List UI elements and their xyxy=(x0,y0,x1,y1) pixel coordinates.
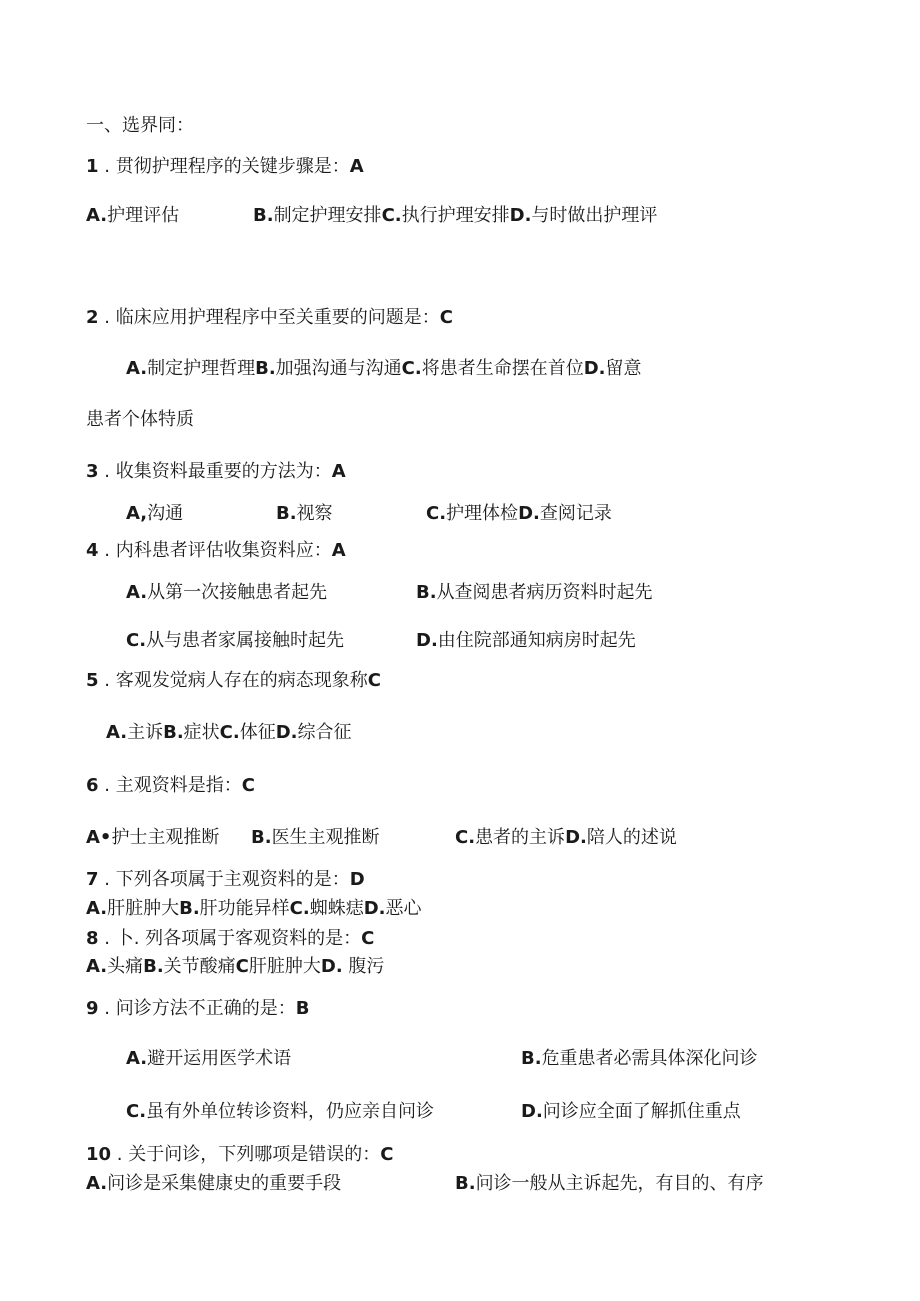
bold-marker: B. xyxy=(455,1173,476,1194)
text-segment: . 卜. 列各项属于客观资料的是： xyxy=(98,928,362,949)
option-line xyxy=(106,721,352,745)
option-line xyxy=(455,1172,764,1196)
text-segment: 护理体检 xyxy=(446,503,519,524)
text-segment: 蜘蛛痣 xyxy=(309,898,364,919)
option-line xyxy=(253,204,657,228)
bold-marker: B. xyxy=(143,956,164,977)
bold-marker: A. xyxy=(126,1048,148,1069)
option-line xyxy=(86,204,179,228)
bold-marker: C. xyxy=(289,898,310,919)
text-segment: 从查阅患者病历资料时起先 xyxy=(436,582,653,603)
text-segment: . 主观资料是指： xyxy=(98,775,242,796)
text-segment: 问诊是采集健康史的重要手段 xyxy=(107,1173,342,1194)
text-segment: 避开运用医学术语 xyxy=(147,1048,292,1069)
text-segment: 肝功能异样 xyxy=(199,898,290,919)
option-continuation xyxy=(86,408,194,432)
text-segment: . 下列各项属于主观资料的是： xyxy=(98,869,350,890)
question-4 xyxy=(86,539,346,563)
text-segment: . 内科患者评估收集资料应： xyxy=(98,540,332,561)
bold-marker: 8 xyxy=(86,928,99,949)
text-segment: 制定护理哲理 xyxy=(147,358,256,379)
text-segment: 肝脏肿大 xyxy=(107,898,180,919)
bold-marker: A, xyxy=(126,503,148,524)
text-segment: 关节酸痛 xyxy=(163,956,236,977)
bold-marker: 2 xyxy=(86,307,99,328)
text-segment: 问诊应全面了解抓住重点 xyxy=(542,1101,741,1122)
bold-marker: B. xyxy=(416,582,437,603)
text-segment: 制定护理安排 xyxy=(273,205,382,226)
option-line xyxy=(416,581,653,605)
text-segment: . 贯彻护理程序的关键步骤是： xyxy=(98,156,350,177)
bold-marker: C. xyxy=(126,1101,147,1122)
option-line xyxy=(126,502,183,526)
bold-marker: B. xyxy=(179,898,200,919)
option-line xyxy=(455,826,677,850)
bold-marker: D. xyxy=(521,1101,543,1122)
bold-marker: B xyxy=(295,998,310,1019)
text-segment: 主诉 xyxy=(127,722,164,743)
text-segment: 查阅记录 xyxy=(539,503,612,524)
text-segment: 沟通 xyxy=(147,503,184,524)
option-line xyxy=(416,629,636,653)
text-segment: 肝脏肿大 xyxy=(248,956,321,977)
text-segment: 与时做出护理评 xyxy=(531,205,658,226)
question-8 xyxy=(86,927,374,951)
bold-marker: C xyxy=(241,775,255,796)
question-10 xyxy=(86,1143,393,1167)
bold-marker: D. xyxy=(518,503,540,524)
section-heading: 一、选界同： xyxy=(86,115,194,136)
bold-marker: C xyxy=(361,928,375,949)
bold-marker: 4 xyxy=(86,540,99,561)
bold-marker: A xyxy=(331,540,346,561)
bold-marker: B. xyxy=(253,205,274,226)
bold-marker: A• xyxy=(86,827,112,848)
bold-marker: A. xyxy=(86,898,108,919)
text-segment: 危重患者必需具体深化问诊 xyxy=(541,1048,758,1069)
bold-marker: C. xyxy=(401,358,422,379)
text-segment: 问诊一般从主诉起先，有目的、有序 xyxy=(475,1173,764,1194)
text-segment: 护理评估 xyxy=(107,205,180,226)
bold-marker: D. xyxy=(416,630,438,651)
option-line xyxy=(521,1100,741,1124)
option-line xyxy=(126,1100,434,1124)
text-segment: 护士主观推断 xyxy=(111,827,220,848)
option-line xyxy=(276,502,333,526)
bold-marker: D. xyxy=(275,722,298,743)
question-3 xyxy=(86,460,346,484)
text-segment: 患者个体特质 xyxy=(86,409,194,430)
bold-marker: 3 xyxy=(86,461,99,482)
text-segment: 加强沟通与沟通 xyxy=(275,358,402,379)
text-segment: 患者的主诉 xyxy=(475,827,566,848)
bold-marker: C. xyxy=(455,827,476,848)
bold-marker: A xyxy=(331,461,346,482)
bold-marker: C xyxy=(439,307,453,328)
bold-marker: D. xyxy=(565,827,587,848)
bold-marker: C. xyxy=(426,503,447,524)
bold-marker: B. xyxy=(163,722,184,743)
option-line xyxy=(86,826,219,850)
text-segment: 腹污 xyxy=(342,956,385,977)
bold-marker: C xyxy=(380,1144,394,1165)
bold-marker: D. xyxy=(509,205,532,226)
text-segment: 头痛 xyxy=(107,956,144,977)
question-7 xyxy=(86,868,365,892)
text-segment: 由住院部通知病房时起先 xyxy=(437,630,636,651)
bold-marker: D xyxy=(349,869,365,890)
bold-marker: 7 xyxy=(86,869,99,890)
bold-marker: C xyxy=(235,956,249,977)
text-segment: 执行护理安排 xyxy=(401,205,510,226)
bold-marker: C xyxy=(367,670,381,691)
bold-marker: A. xyxy=(106,722,128,743)
text-segment: 医生主观推断 xyxy=(271,827,380,848)
text-segment: . 临床应用护理程序中至关重要的问题是： xyxy=(98,307,440,328)
text-segment: 将患者生命摆在首位 xyxy=(421,358,584,379)
option-line xyxy=(126,629,344,653)
bold-marker: A. xyxy=(86,205,108,226)
bold-marker: B. xyxy=(255,358,276,379)
text-segment: 综合征 xyxy=(297,722,352,743)
bold-marker: A. xyxy=(126,582,148,603)
text-segment: 视察 xyxy=(296,503,333,524)
bold-marker: D. xyxy=(320,956,343,977)
text-segment: . 关于问诊，下列哪项是错误的： xyxy=(111,1144,381,1165)
question-6 xyxy=(86,774,255,798)
option-line xyxy=(126,581,327,605)
text-segment: . 问诊方法不正确的是： xyxy=(98,998,296,1019)
bold-marker: 10 xyxy=(86,1144,112,1165)
bold-marker: 9 xyxy=(86,998,99,1019)
option-line xyxy=(86,955,384,979)
option-line xyxy=(86,897,422,921)
text-segment: 留意 xyxy=(605,358,642,379)
bold-marker: A. xyxy=(86,956,108,977)
text-segment: . 收集资料最重要的方法为： xyxy=(98,461,332,482)
option-line xyxy=(126,357,642,381)
bold-marker: C. xyxy=(381,205,402,226)
option-line xyxy=(426,502,612,526)
question-2 xyxy=(86,306,453,330)
option-line xyxy=(126,1047,291,1071)
bold-marker: B. xyxy=(251,827,272,848)
option-line xyxy=(521,1047,758,1071)
bold-marker: 1 xyxy=(86,156,99,177)
text-segment: 恶心 xyxy=(385,898,422,919)
text-segment: 体征 xyxy=(239,722,276,743)
question-5 xyxy=(86,669,381,693)
bold-marker: D. xyxy=(583,358,606,379)
bold-marker: A xyxy=(349,156,364,177)
bold-marker: A. xyxy=(86,1173,108,1194)
text-segment: 从与患者家属接触时起先 xyxy=(146,630,345,651)
bold-marker: 5 xyxy=(86,670,99,691)
bold-marker: B. xyxy=(276,503,297,524)
text-segment: 虽有外单位转诊资料，仍应亲自问诊 xyxy=(146,1101,435,1122)
text-segment: 从第一次接触患者起先 xyxy=(147,582,328,603)
bold-marker: 6 xyxy=(86,775,99,796)
text-segment: 陪人的述说 xyxy=(586,827,677,848)
text-segment: 症状 xyxy=(183,722,220,743)
text-segment: . 客观发觉病人存在的病态现象称 xyxy=(98,670,368,691)
bold-marker: B. xyxy=(521,1048,542,1069)
bold-marker: C. xyxy=(126,630,147,651)
bold-marker: D. xyxy=(363,898,386,919)
option-line xyxy=(251,826,380,850)
bold-marker: C. xyxy=(219,722,240,743)
bold-marker: A. xyxy=(126,358,148,379)
option-line xyxy=(86,1172,341,1196)
question-1 xyxy=(86,155,364,179)
question-9 xyxy=(86,997,309,1021)
